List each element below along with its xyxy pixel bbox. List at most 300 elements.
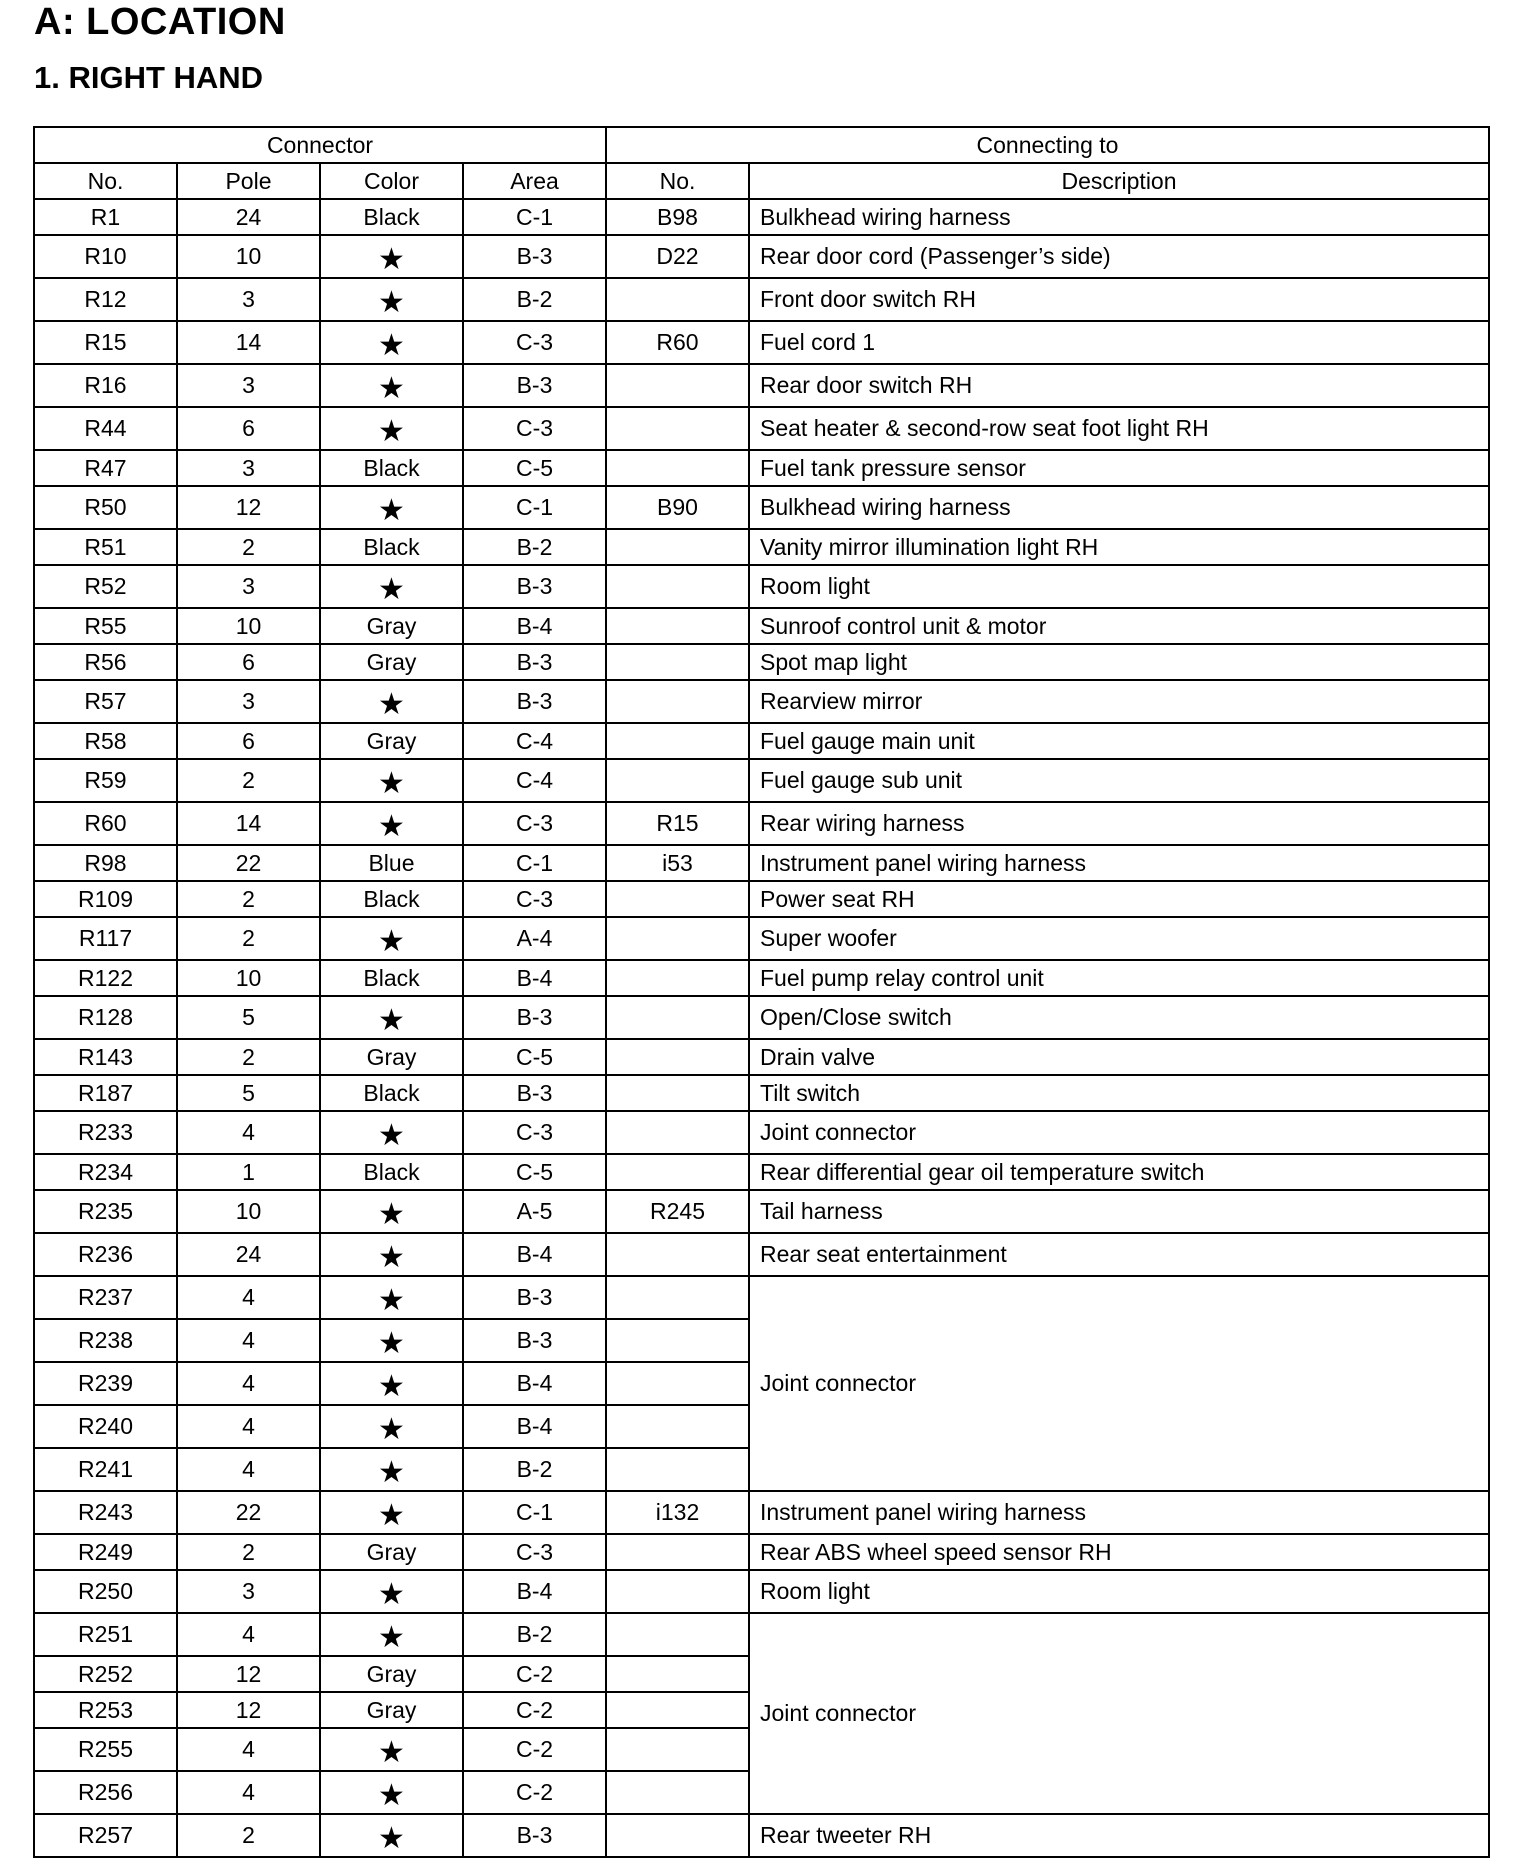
cell-description: Tilt switch [749, 1075, 1489, 1111]
cell-area: C-1 [463, 845, 606, 881]
cell-pole: 3 [177, 450, 320, 486]
cell-pole: 4 [177, 1771, 320, 1814]
table-row [34, 235, 1489, 278]
star-icon: ★ [378, 1821, 405, 1855]
cell-area: B-4 [463, 960, 606, 996]
cell-description: Rear differential gear oil temperature switch [749, 1154, 1489, 1190]
cell-color [320, 1111, 463, 1154]
cell-no: R143 [34, 1039, 177, 1075]
cell-connecting-no [606, 1771, 749, 1814]
cell-pole: 22 [177, 845, 320, 881]
cell-description: Fuel tank pressure sensor [749, 450, 1489, 486]
table-row [34, 1570, 1489, 1613]
star-icon: ★ [378, 687, 405, 721]
cell-area: B-2 [463, 1448, 606, 1491]
cell-pole: 22 [177, 1491, 320, 1534]
cell-pole: 1 [177, 1154, 320, 1190]
cell-pole: 4 [177, 1276, 320, 1319]
cell-description: Seat heater & second-row seat foot light RH [749, 407, 1489, 450]
cell-connecting-no [606, 1405, 749, 1448]
cell-description: Fuel gauge main unit [749, 723, 1489, 759]
star-icon: ★ [378, 328, 405, 362]
cell-color: Gray [320, 1656, 463, 1692]
cell-connecting-no [606, 723, 749, 759]
cell-connecting-no [606, 565, 749, 608]
table-row [34, 1814, 1489, 1857]
table-row [34, 450, 1489, 486]
cell-pole: 5 [177, 1075, 320, 1111]
cell-color [320, 1319, 463, 1362]
cell-description: Joint connector [749, 1276, 1489, 1491]
cell-color [320, 486, 463, 529]
cell-color [320, 1771, 463, 1814]
cell-description: Bulkhead wiring harness [749, 486, 1489, 529]
cell-pole: 2 [177, 759, 320, 802]
table-row [34, 565, 1489, 608]
cell-connecting-no [606, 407, 749, 450]
cell-no: R240 [34, 1405, 177, 1448]
cell-no: R12 [34, 278, 177, 321]
cell-color: Black [320, 1075, 463, 1111]
cell-no: R122 [34, 960, 177, 996]
cell-description: Instrument panel wiring harness [749, 845, 1489, 881]
col-header-no: No. [34, 163, 177, 199]
star-icon: ★ [378, 1369, 405, 1403]
cell-area: C-3 [463, 407, 606, 450]
star-icon: ★ [378, 414, 405, 448]
cell-area: C-2 [463, 1728, 606, 1771]
cell-color: Black [320, 199, 463, 235]
cell-color [320, 1728, 463, 1771]
cell-color: Black [320, 450, 463, 486]
table-row [34, 917, 1489, 960]
cell-description: Joint connector [749, 1111, 1489, 1154]
cell-description: Room light [749, 565, 1489, 608]
star-icon: ★ [378, 1326, 405, 1360]
cell-description: Tail harness [749, 1190, 1489, 1233]
cell-no: R256 [34, 1771, 177, 1814]
cell-color [320, 1233, 463, 1276]
cell-no: R109 [34, 881, 177, 917]
table-row [34, 1276, 1489, 1319]
cell-no: R52 [34, 565, 177, 608]
cell-connecting-no: i132 [606, 1491, 749, 1534]
cell-connecting-no: D22 [606, 235, 749, 278]
cell-connecting-no [606, 1814, 749, 1857]
cell-connecting-no [606, 917, 749, 960]
cell-area: B-4 [463, 608, 606, 644]
cell-no: R55 [34, 608, 177, 644]
cell-no: R243 [34, 1491, 177, 1534]
cell-connecting-no: R15 [606, 802, 749, 845]
cell-pole: 12 [177, 1692, 320, 1728]
cell-area: C-1 [463, 486, 606, 529]
cell-pole: 4 [177, 1111, 320, 1154]
star-icon: ★ [378, 1778, 405, 1812]
cell-connecting-no [606, 996, 749, 1039]
cell-description: Open/Close switch [749, 996, 1489, 1039]
cell-description: Rear ABS wheel speed sensor RH [749, 1534, 1489, 1570]
cell-connecting-no [606, 1448, 749, 1491]
cell-color [320, 1362, 463, 1405]
cell-connecting-no: B98 [606, 199, 749, 235]
cell-color [320, 1405, 463, 1448]
cell-color [320, 1276, 463, 1319]
table-row [34, 1613, 1489, 1656]
cell-pole: 3 [177, 278, 320, 321]
cell-color [320, 565, 463, 608]
cell-no: R60 [34, 802, 177, 845]
cell-pole: 2 [177, 917, 320, 960]
cell-color [320, 759, 463, 802]
cell-pole: 24 [177, 1233, 320, 1276]
col-header-description: Description [749, 163, 1489, 199]
group-header-row [34, 127, 1489, 163]
star-icon: ★ [378, 1003, 405, 1037]
section-title: 1. RIGHT HAND [34, 60, 264, 95]
cell-color [320, 321, 463, 364]
cell-no: R249 [34, 1534, 177, 1570]
cell-connecting-no: R60 [606, 321, 749, 364]
cell-description: Rearview mirror [749, 680, 1489, 723]
cell-no: R238 [34, 1319, 177, 1362]
cell-no: R233 [34, 1111, 177, 1154]
cell-description: Super woofer [749, 917, 1489, 960]
cell-connecting-no [606, 1362, 749, 1405]
cell-area: C-1 [463, 1491, 606, 1534]
cell-pole: 14 [177, 802, 320, 845]
table-row [34, 608, 1489, 644]
cell-color [320, 802, 463, 845]
cell-area: C-3 [463, 1111, 606, 1154]
cell-pole: 4 [177, 1448, 320, 1491]
table-row [34, 321, 1489, 364]
cell-connecting-no [606, 1039, 749, 1075]
table-row [34, 1491, 1489, 1534]
cell-pole: 12 [177, 486, 320, 529]
cell-pole: 10 [177, 608, 320, 644]
cell-connecting-no [606, 644, 749, 680]
cell-connecting-no [606, 759, 749, 802]
cell-no: R257 [34, 1814, 177, 1857]
cell-pole: 2 [177, 1534, 320, 1570]
cell-area: C-1 [463, 199, 606, 235]
cell-area: B-3 [463, 1319, 606, 1362]
cell-description: Spot map light [749, 644, 1489, 680]
cell-no: R16 [34, 364, 177, 407]
cell-connecting-no: i53 [606, 845, 749, 881]
table-row [34, 723, 1489, 759]
star-icon: ★ [378, 371, 405, 405]
table-row [34, 364, 1489, 407]
cell-pole: 10 [177, 960, 320, 996]
cell-pole: 12 [177, 1656, 320, 1692]
cell-no: R255 [34, 1728, 177, 1771]
cell-description: Front door switch RH [749, 278, 1489, 321]
cell-color [320, 407, 463, 450]
cell-color [320, 235, 463, 278]
table-row [34, 845, 1489, 881]
cell-color: Black [320, 529, 463, 565]
cell-pole: 6 [177, 407, 320, 450]
cell-area: B-3 [463, 364, 606, 407]
cell-description: Fuel cord 1 [749, 321, 1489, 364]
cell-color [320, 996, 463, 1039]
cell-area: C-5 [463, 1154, 606, 1190]
cell-connecting-no: R245 [606, 1190, 749, 1233]
cell-pole: 4 [177, 1405, 320, 1448]
cell-connecting-no [606, 1075, 749, 1111]
star-icon: ★ [378, 1283, 405, 1317]
cell-no: R237 [34, 1276, 177, 1319]
table-row [34, 1233, 1489, 1276]
cell-no: R56 [34, 644, 177, 680]
cell-connecting-no [606, 1728, 749, 1771]
cell-no: R1 [34, 199, 177, 235]
cell-pole: 2 [177, 1814, 320, 1857]
connector-table [33, 126, 1490, 1858]
cell-color: Gray [320, 1692, 463, 1728]
cell-area: B-2 [463, 529, 606, 565]
cell-connecting-no [606, 680, 749, 723]
star-icon: ★ [378, 1735, 405, 1769]
cell-area: B-2 [463, 1613, 606, 1656]
cell-color: Black [320, 960, 463, 996]
cell-description: Sunroof control unit & motor [749, 608, 1489, 644]
cell-color: Gray [320, 644, 463, 680]
table-row [34, 278, 1489, 321]
cell-area: C-5 [463, 1039, 606, 1075]
cell-area: C-3 [463, 321, 606, 364]
cell-no: R234 [34, 1154, 177, 1190]
cell-pole: 3 [177, 1570, 320, 1613]
cell-no: R10 [34, 235, 177, 278]
cell-pole: 2 [177, 881, 320, 917]
cell-connecting-no [606, 1276, 749, 1319]
table-row [34, 1111, 1489, 1154]
cell-area: C-2 [463, 1771, 606, 1814]
cell-no: R250 [34, 1570, 177, 1613]
cell-description: Rear seat entertainment [749, 1233, 1489, 1276]
col-header-area: Area [463, 163, 606, 199]
star-icon: ★ [378, 242, 405, 276]
cell-area: C-3 [463, 1534, 606, 1570]
cell-no: R235 [34, 1190, 177, 1233]
star-icon: ★ [378, 572, 405, 606]
cell-no: R98 [34, 845, 177, 881]
cell-pole: 3 [177, 364, 320, 407]
table-row [34, 199, 1489, 235]
star-icon: ★ [378, 493, 405, 527]
table-row [34, 1190, 1489, 1233]
cell-area: B-2 [463, 278, 606, 321]
connecting-to-group-header: Connecting to [606, 127, 1489, 163]
star-icon: ★ [378, 766, 405, 800]
cell-color: Black [320, 1154, 463, 1190]
table-row [34, 1039, 1489, 1075]
cell-no: R44 [34, 407, 177, 450]
cell-no: R251 [34, 1613, 177, 1656]
cell-no: R59 [34, 759, 177, 802]
cell-area: C-4 [463, 723, 606, 759]
cell-color [320, 680, 463, 723]
cell-area: B-3 [463, 565, 606, 608]
cell-pole: 3 [177, 565, 320, 608]
cell-description: Rear wiring harness [749, 802, 1489, 845]
cell-connecting-no [606, 1319, 749, 1362]
cell-color: Gray [320, 723, 463, 759]
cell-pole: 10 [177, 1190, 320, 1233]
connector-table-body [34, 127, 1489, 1857]
table-row [34, 486, 1489, 529]
cell-color: Blue [320, 845, 463, 881]
cell-connecting-no [606, 1656, 749, 1692]
star-icon: ★ [378, 809, 405, 843]
cell-color [320, 278, 463, 321]
cell-connecting-no [606, 608, 749, 644]
table-row [34, 1075, 1489, 1111]
cell-color [320, 1190, 463, 1233]
cell-color [320, 1613, 463, 1656]
cell-no: R117 [34, 917, 177, 960]
cell-pole: 6 [177, 644, 320, 680]
cell-pole: 2 [177, 529, 320, 565]
cell-color [320, 1491, 463, 1534]
cell-connecting-no [606, 1613, 749, 1656]
cell-description: Joint connector [749, 1613, 1489, 1814]
cell-pole: 2 [177, 1039, 320, 1075]
table-row [34, 529, 1489, 565]
cell-color [320, 1448, 463, 1491]
cell-pole: 4 [177, 1728, 320, 1771]
cell-no: R128 [34, 996, 177, 1039]
cell-description: Rear door switch RH [749, 364, 1489, 407]
cell-connecting-no [606, 1570, 749, 1613]
cell-area: B-3 [463, 680, 606, 723]
cell-area: C-2 [463, 1656, 606, 1692]
table-row [34, 644, 1489, 680]
cell-area: B-3 [463, 996, 606, 1039]
cell-connecting-no [606, 1154, 749, 1190]
table-row [34, 1154, 1489, 1190]
cell-connecting-no [606, 450, 749, 486]
cell-connecting-no [606, 1111, 749, 1154]
star-icon: ★ [378, 1412, 405, 1446]
cell-area: C-2 [463, 1692, 606, 1728]
cell-area: B-4 [463, 1405, 606, 1448]
cell-description: Bulkhead wiring harness [749, 199, 1489, 235]
column-header-row [34, 163, 1489, 199]
cell-connecting-no [606, 529, 749, 565]
cell-description: Rear door cord (Passenger’s side) [749, 235, 1489, 278]
cell-description: Vanity mirror illumination light RH [749, 529, 1489, 565]
cell-no: R15 [34, 321, 177, 364]
cell-area: C-3 [463, 881, 606, 917]
cell-description: Fuel gauge sub unit [749, 759, 1489, 802]
col-header-connecting-no: No. [606, 163, 749, 199]
cell-no: R241 [34, 1448, 177, 1491]
star-icon: ★ [378, 1197, 405, 1231]
cell-connecting-no [606, 960, 749, 996]
cell-no: R47 [34, 450, 177, 486]
table-row [34, 759, 1489, 802]
cell-connecting-no [606, 364, 749, 407]
cell-no: R236 [34, 1233, 177, 1276]
star-icon: ★ [378, 1620, 405, 1654]
connector-group-header: Connector [34, 127, 606, 163]
cell-pole: 24 [177, 199, 320, 235]
star-icon: ★ [378, 1455, 405, 1489]
cell-area: B-4 [463, 1362, 606, 1405]
cell-pole: 4 [177, 1613, 320, 1656]
star-icon: ★ [378, 1118, 405, 1152]
cell-color [320, 1814, 463, 1857]
cell-description: Instrument panel wiring harness [749, 1491, 1489, 1534]
cell-connecting-no [606, 1534, 749, 1570]
cell-color [320, 1570, 463, 1613]
star-icon: ★ [378, 285, 405, 319]
cell-pole: 5 [177, 996, 320, 1039]
table-row [34, 960, 1489, 996]
cell-no: R50 [34, 486, 177, 529]
cell-connecting-no [606, 1233, 749, 1276]
cell-area: B-3 [463, 1276, 606, 1319]
cell-pole: 4 [177, 1362, 320, 1405]
cell-connecting-no: B90 [606, 486, 749, 529]
cell-color [320, 917, 463, 960]
cell-description: Fuel pump relay control unit [749, 960, 1489, 996]
cell-description: Drain valve [749, 1039, 1489, 1075]
cell-pole: 6 [177, 723, 320, 759]
cell-no: R57 [34, 680, 177, 723]
star-icon: ★ [378, 1498, 405, 1532]
cell-area: B-3 [463, 235, 606, 278]
table-row [34, 802, 1489, 845]
star-icon: ★ [378, 924, 405, 958]
cell-connecting-no [606, 278, 749, 321]
cell-area: A-5 [463, 1190, 606, 1233]
cell-area: C-5 [463, 450, 606, 486]
cell-no: R239 [34, 1362, 177, 1405]
cell-connecting-no [606, 1692, 749, 1728]
star-icon: ★ [378, 1240, 405, 1274]
table-row [34, 1534, 1489, 1570]
col-header-color: Color [320, 163, 463, 199]
cell-no: R51 [34, 529, 177, 565]
cell-no: R187 [34, 1075, 177, 1111]
table-row [34, 996, 1489, 1039]
cell-connecting-no [606, 881, 749, 917]
cell-area: C-3 [463, 802, 606, 845]
table-row [34, 407, 1489, 450]
cell-no: R252 [34, 1656, 177, 1692]
cell-area: B-3 [463, 1075, 606, 1111]
cell-area: A-4 [463, 917, 606, 960]
cell-area: B-4 [463, 1570, 606, 1613]
table-row [34, 881, 1489, 917]
cell-color: Black [320, 881, 463, 917]
cell-color: Gray [320, 1534, 463, 1570]
cell-pole: 3 [177, 680, 320, 723]
table-row [34, 680, 1489, 723]
cell-area: B-3 [463, 644, 606, 680]
cell-pole: 4 [177, 1319, 320, 1362]
cell-color: Gray [320, 1039, 463, 1075]
cell-no: R253 [34, 1692, 177, 1728]
cell-color: Gray [320, 608, 463, 644]
cell-pole: 10 [177, 235, 320, 278]
cell-area: B-3 [463, 1814, 606, 1857]
